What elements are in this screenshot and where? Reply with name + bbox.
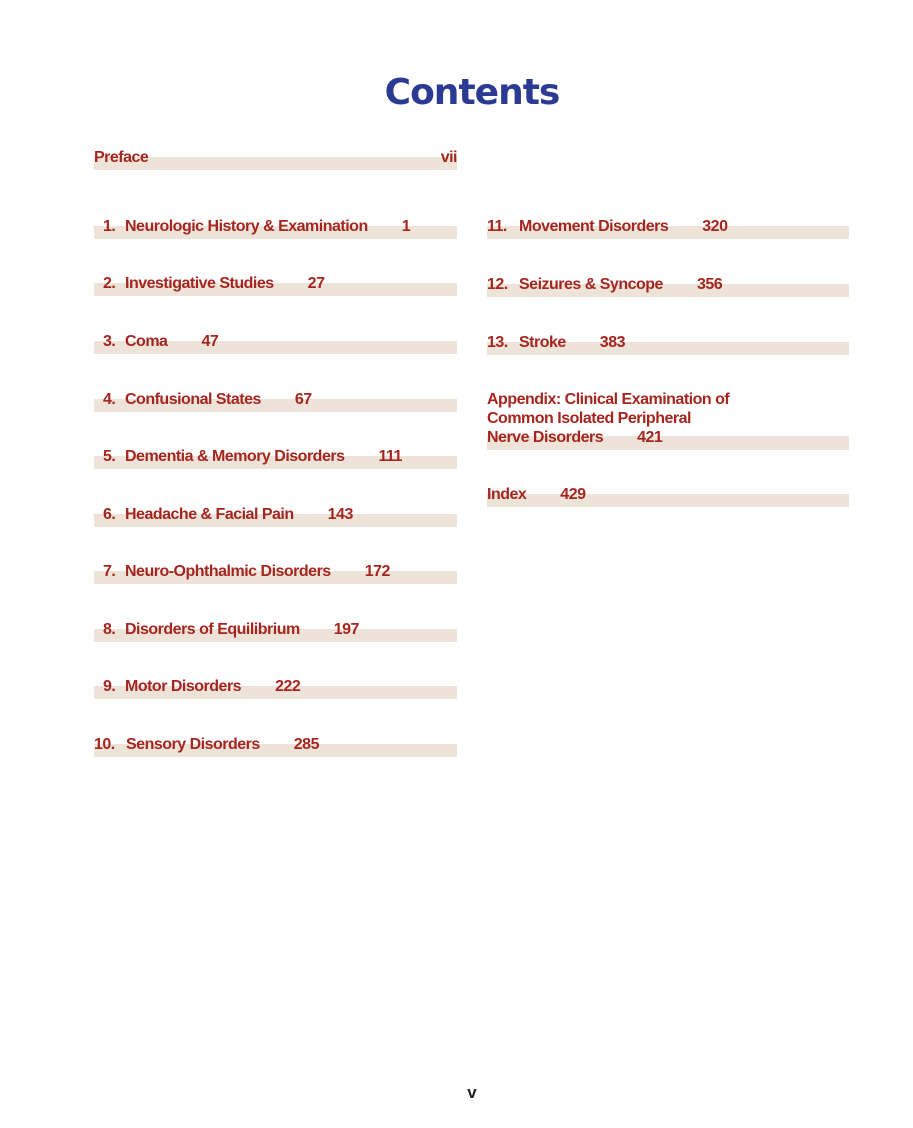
entry-title: Confusional States	[125, 391, 261, 408]
appendix-title-line-2: Common Isolated Peripheral	[487, 410, 691, 427]
entry-page-number: 27	[307, 275, 325, 292]
toc-entry-chapter-12[interactable]	[487, 257, 849, 297]
toc-entry-index[interactable]	[487, 467, 849, 507]
entry-page-number: 285	[293, 736, 319, 753]
entry-title: Movement Disorders	[519, 218, 669, 235]
chapter-number: 11.	[487, 218, 507, 235]
toc-entry-chapter-13[interactable]	[487, 315, 849, 355]
entry-title: Neurologic History & Examination	[125, 218, 368, 235]
entry-title: Stroke	[519, 334, 566, 351]
entry-title: Seizures & Syncope	[519, 276, 663, 293]
entry-title: Headache & Facial Pain	[125, 506, 294, 523]
entry-title: Investigative Studies	[125, 275, 274, 292]
chapter-number: 1.	[103, 218, 116, 235]
toc-entry-chapter-11[interactable]	[487, 199, 849, 239]
entry-title: Neuro-Ophthalmic Disorders	[125, 563, 331, 580]
toc-entry-chapter-4[interactable]	[94, 372, 457, 412]
toc-entry-chapter-6[interactable]	[94, 487, 457, 527]
chapter-number: 6.	[103, 506, 116, 523]
chapter-number: 2.	[103, 275, 116, 292]
entry-page-number: 421	[637, 429, 663, 446]
entry-page-number: 197	[333, 621, 359, 638]
entry-page-number: 47	[201, 333, 219, 350]
chapter-number: 8.	[103, 621, 116, 638]
entry-page-number: 356	[696, 276, 723, 293]
toc-entry-chapter-5[interactable]	[94, 429, 457, 469]
entry-page-number: 222	[275, 678, 301, 695]
toc-entry-appendix[interactable]	[487, 388, 849, 450]
appendix-title-line-3: Nerve Disorders	[487, 429, 604, 446]
chapter-number: 5.	[103, 448, 116, 465]
entry-title: Motor Disorders	[125, 678, 242, 695]
page-folio: v	[467, 1083, 477, 1102]
toc-entry-chapter-9[interactable]	[94, 659, 457, 699]
toc-entry-chapter-10[interactable]	[94, 717, 457, 757]
toc-entry-chapter-3[interactable]	[94, 314, 457, 354]
chapter-number: 3.	[103, 333, 116, 350]
entry-page-number: 429	[560, 486, 586, 503]
entry-title: Disorders of Equilibrium	[125, 621, 300, 638]
entry-title: Coma	[125, 333, 168, 350]
entry-page-number: 143	[327, 506, 353, 523]
chapter-number: 4.	[103, 391, 116, 408]
entry-page-number: 1	[401, 218, 411, 235]
entry-title: Preface	[94, 149, 149, 166]
entry-title: Sensory Disorders	[126, 736, 260, 753]
entry-title: Dementia & Memory Disorders	[125, 448, 345, 465]
entry-page-number: 111	[378, 448, 402, 465]
entry-highlight-bar	[94, 157, 457, 170]
entry-page-number: 67	[294, 391, 312, 408]
entry-page-number: 172	[364, 563, 390, 580]
toc-entry-chapter-7[interactable]	[94, 544, 457, 584]
chapter-number: 12.	[487, 276, 508, 293]
chapter-number: 13.	[487, 334, 508, 351]
toc-entry-chapter-8[interactable]	[94, 602, 457, 642]
toc-entry-preface[interactable]	[94, 130, 457, 170]
chapter-number: 9.	[103, 678, 116, 695]
entry-title: Index	[487, 486, 527, 503]
chapter-number: 7.	[103, 563, 116, 580]
appendix-title-line-1: Appendix: Clinical Examination of	[487, 391, 730, 408]
entry-page-number: 320	[702, 218, 728, 235]
toc-entry-chapter-1[interactable]	[94, 199, 457, 239]
chapter-number: 10.	[94, 736, 115, 753]
page-title: Contents	[384, 72, 560, 113]
entry-page-number: vii	[440, 149, 457, 166]
entry-page-number: 383	[599, 334, 625, 351]
toc-entry-chapter-2[interactable]	[94, 256, 457, 296]
